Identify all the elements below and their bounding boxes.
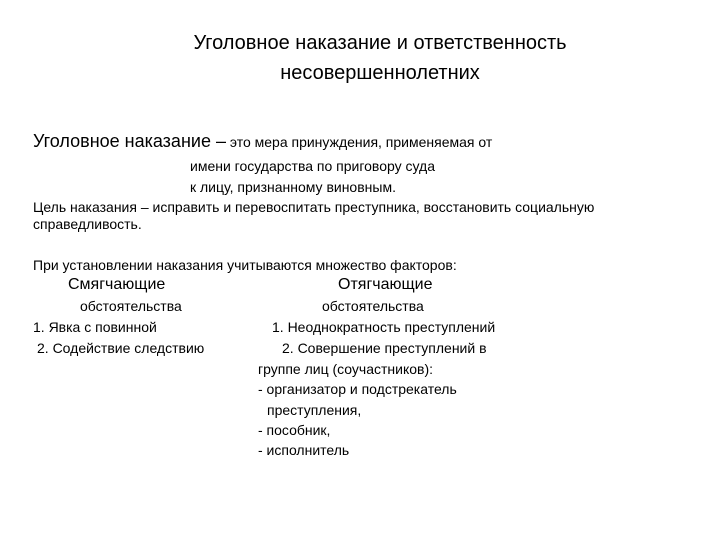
aggravating-sub-perpetrator: - исполнитель (258, 442, 350, 458)
mitigating-item-1: 1. Явка с повинной (33, 319, 157, 335)
definition-text-1: это мера принуждения, применяемая от (225, 134, 493, 150)
title-line-1: Уголовное наказание и ответственность (193, 32, 567, 54)
definition-line-2: имени государства по приговору суда (190, 158, 436, 174)
aggravating-item-2-line-2: группе лиц (соучастников): (258, 361, 434, 377)
factors-intro: При установлении наказания учитываются множество факторов: (33, 257, 457, 273)
aggravating-sub-accomplice: - пособник, (258, 422, 331, 438)
mitigating-subheading: обстоятельства (80, 298, 182, 314)
mitigating-item-2: 2. Содействие следствию (37, 340, 205, 356)
definition-term: Уголовное наказание – (33, 131, 226, 151)
aggravating-sub-organizer: - организатор и подстрекатель (258, 381, 457, 397)
page-title (130, 28, 630, 88)
aggravating-subheading: обстоятельства (322, 298, 424, 314)
definition-line-1 (33, 132, 492, 151)
aggravating-heading: Отягчающие (338, 276, 433, 293)
mitigating-heading: Смягчающие (68, 276, 166, 293)
title-line-2: несовершеннолетних (280, 62, 480, 84)
goal-line-2: справедливость. (33, 216, 142, 232)
aggravating-sub-organizer-cont: преступления, (267, 402, 362, 418)
aggravating-item-1: 1. Неоднократность преступлений (272, 319, 496, 335)
goal-line-1: Цель наказания – исправить и перевоспитать преступника, восстановить социальную (33, 199, 595, 215)
definition-line-3: к лицу, признанному виновным. (190, 179, 396, 195)
aggravating-item-2-line-1: 2. Совершение преступлений в (282, 340, 487, 356)
